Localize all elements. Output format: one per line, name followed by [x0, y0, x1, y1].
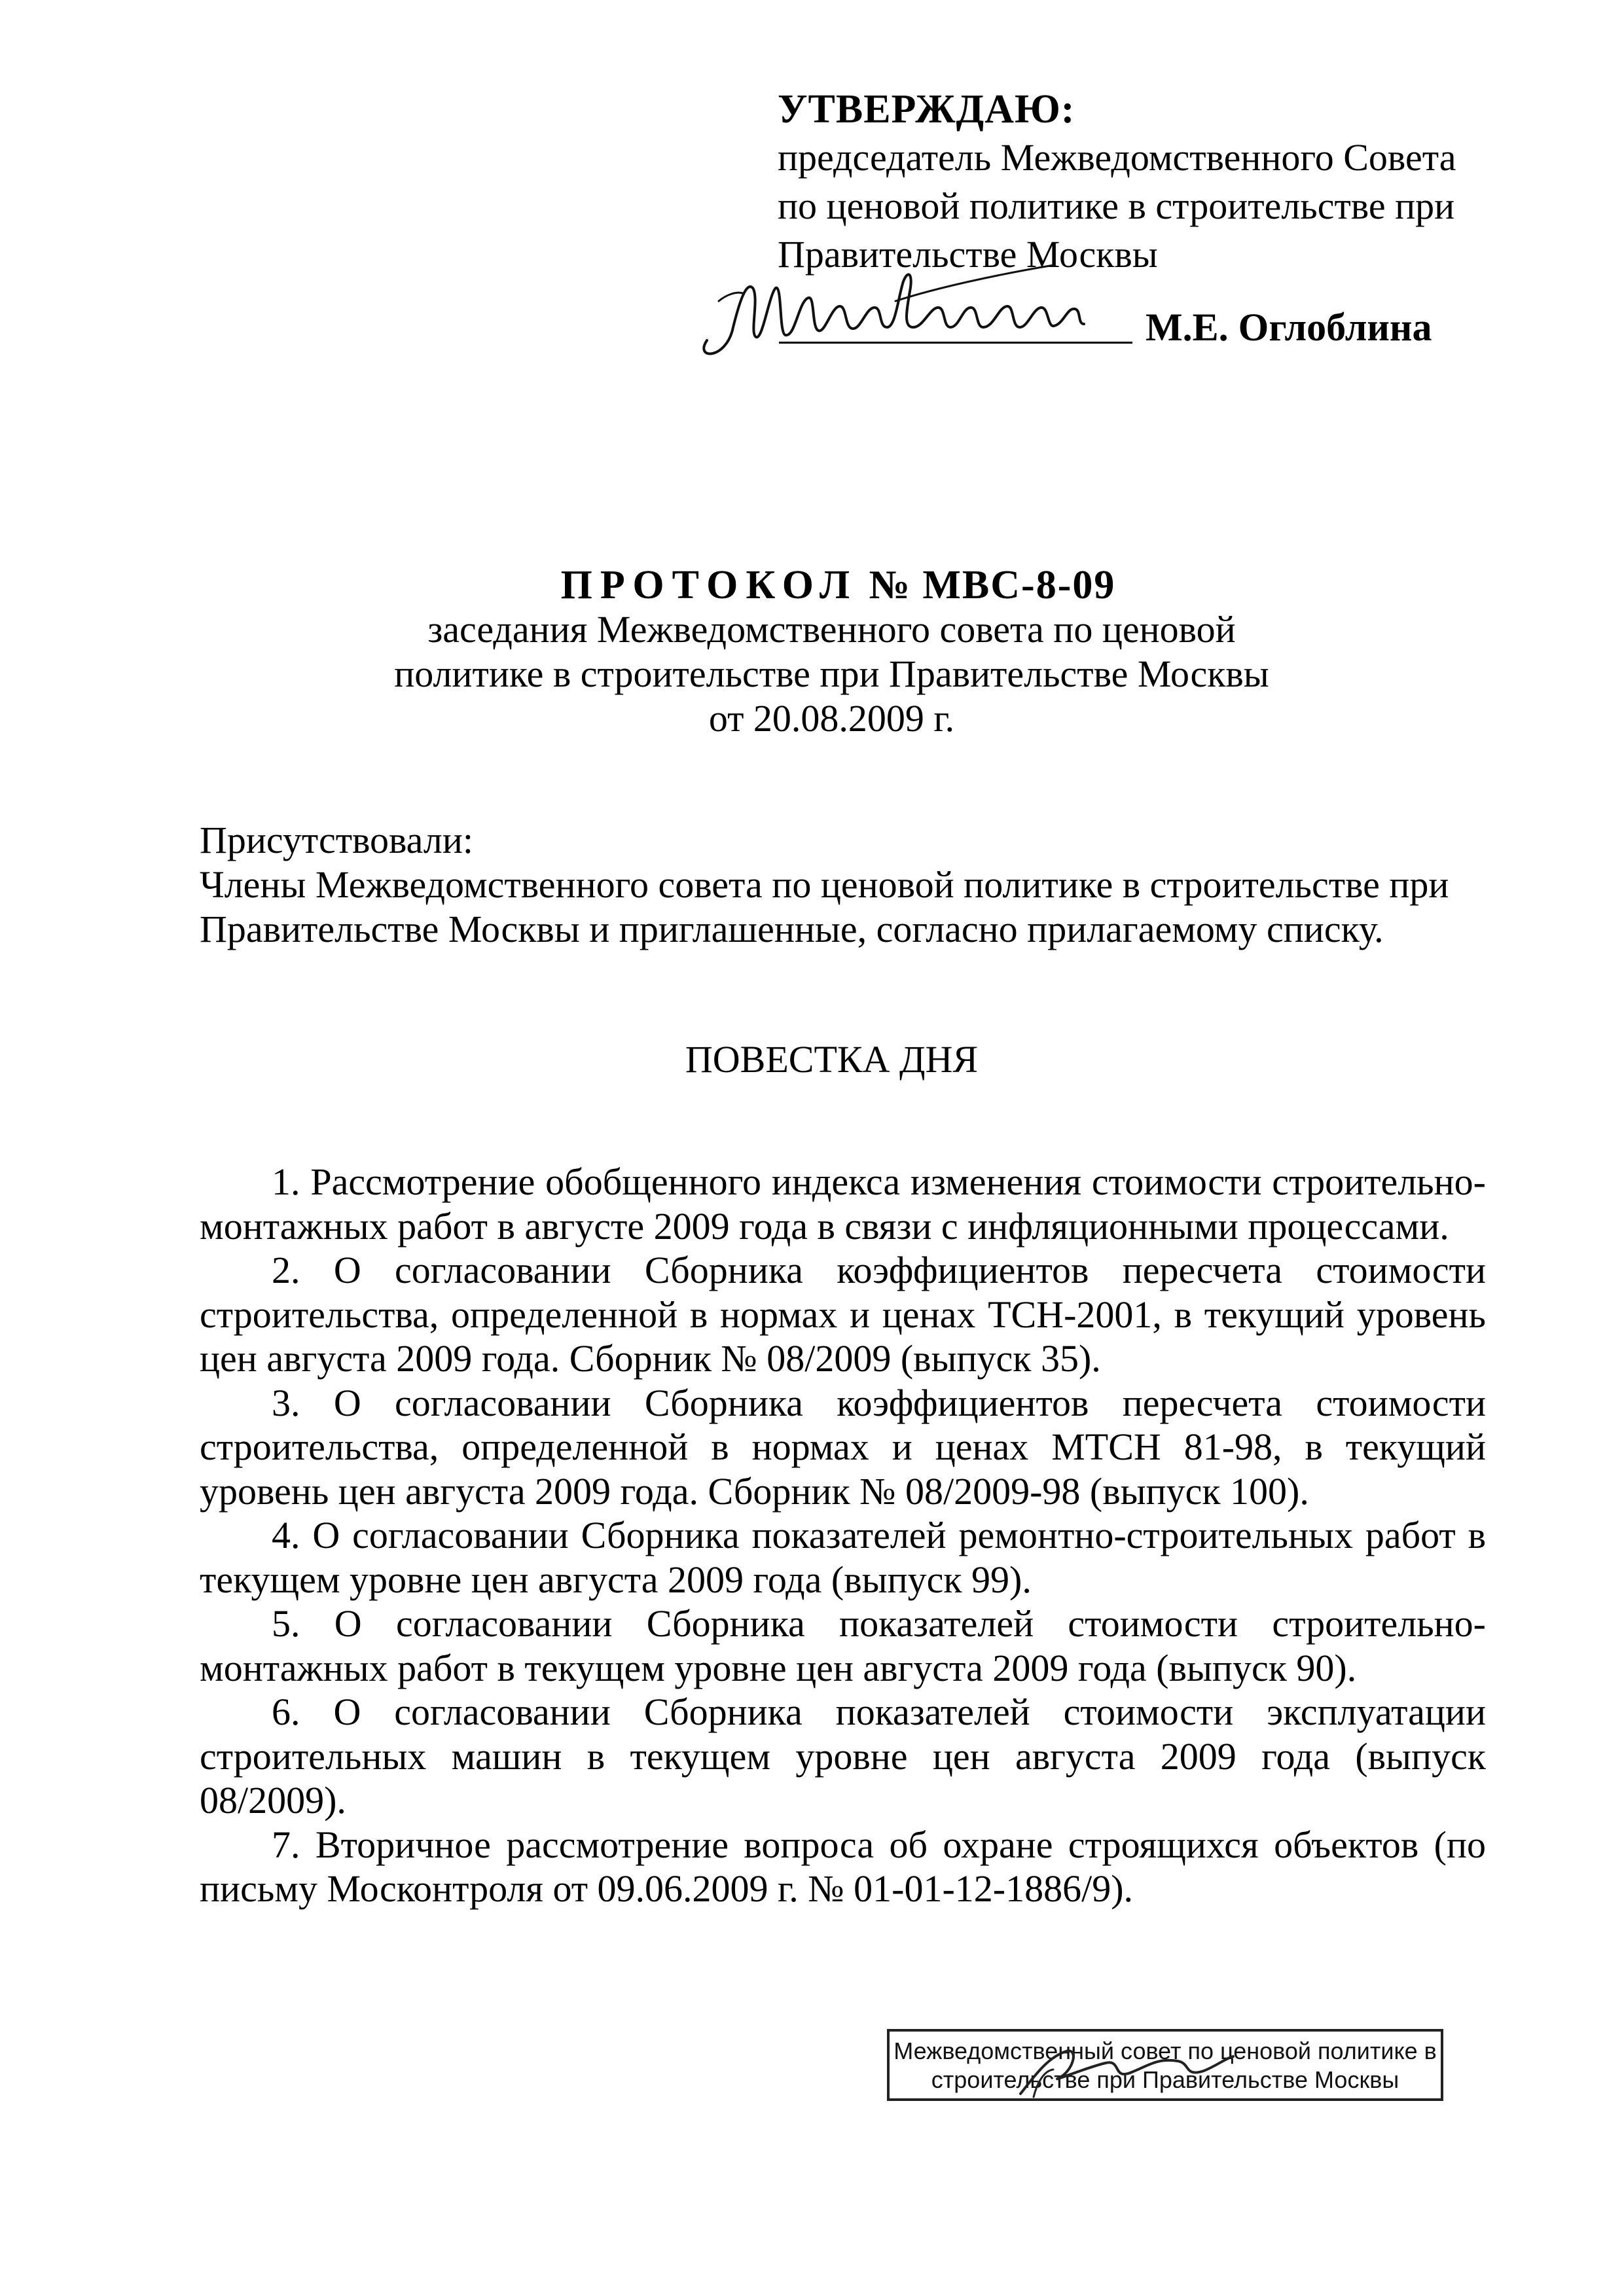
- signature-row: [687, 262, 1473, 367]
- agenda-item-6: 6. О согласовании Сборника показателей стоимости эксплуатации строительных машин в текущем уровне цен августа 2009 года (выпуск 08/2009).: [200, 1691, 1486, 1821]
- approval-block: [778, 85, 1511, 279]
- approval-line-2: по ценовой политике в строительстве при: [778, 185, 1455, 227]
- handwritten-signature: [687, 262, 1159, 367]
- agenda-item-7: 7. Вторичное рассмотрение вопроса об охране строящихся объектов (по письму Москонтроля от 09.06.2009 г. № 01-01-12-1886/9).: [200, 1823, 1486, 1910]
- stamp-signature: [1007, 2032, 1243, 2104]
- agenda-list: [200, 1160, 1486, 1911]
- stamp-line-1: Межведомственный совет по ценовой политике в: [893, 2037, 1437, 2064]
- approval-heading: УТВЕРЖДАЮ:: [778, 87, 1075, 132]
- signer-name: М.Е. Оглоблина: [1146, 306, 1432, 349]
- stamp-line-2: строительстве при Правительстве Москвы: [931, 2066, 1399, 2093]
- protocol-date: от 20.08.2009 г.: [708, 697, 955, 740]
- agenda-heading: ПОВЕСТКА ДНЯ: [685, 1038, 979, 1081]
- present-section: [200, 818, 1489, 952]
- present-line-2: Правительстве Москвы и приглашенные, согласно прилагаемому списку.: [200, 908, 1384, 950]
- approval-line-1: председатель Межведомственного Совета: [778, 136, 1456, 179]
- present-line-1: Члены Межведомственного совета по ценовой политике в строительстве при: [200, 863, 1449, 906]
- present-label: Присутствовали:: [200, 819, 474, 861]
- agenda-item-4: 4. О согласовании Сборника показателей ремонтно-строительных работ в текущем уровне цен августа 2009 года (выпуск 99).: [200, 1514, 1486, 1601]
- agenda-item-1: 1. Рассмотрение обобщенного индекса изменения стоимости строительно-монтажных работ в августе 2009 года в связи с инфляционными процессами.: [200, 1160, 1486, 1247]
- protocol-subtitle-2: политике в строительстве при Правительстве Москвы: [394, 653, 1269, 695]
- protocol-number: № МВС-8-09: [869, 563, 1116, 607]
- protocol-title-block: [0, 563, 1624, 741]
- agenda-item-5: 5. О согласовании Сборника показателей стоимости строительно-монтажных работ в текущем уровне цен августа 2009 года (выпуск 90).: [200, 1602, 1486, 1689]
- protocol-subtitle-1: заседания Межведомственного совета по ценовой: [427, 608, 1236, 651]
- approval-line-3: Правительстве Москвы: [778, 233, 1158, 276]
- protocol-title: [52, 563, 1624, 607]
- agenda-item-2: 2. О согласовании Сборника коэффициентов пересчета стоимости строительства, определенной в нормах и ценах ТСН-2001, в текущий уровень цен августа 2009 года. Сборник № 08/2009 (выпуск 35).: [200, 1249, 1486, 1380]
- protocol-title-prefix: ПРОТОКОЛ: [560, 563, 858, 607]
- agenda-item-3: 3. О согласовании Сборника коэффициентов пересчета стоимости строительства, определенной в нормах и ценах МТСН 81-98, в текущий уровень цен августа 2009 года. Сборник № 08/2009-98 (выпуск 100).: [200, 1381, 1486, 1513]
- organization-stamp: [887, 2029, 1443, 2101]
- signature-line: [779, 342, 1132, 344]
